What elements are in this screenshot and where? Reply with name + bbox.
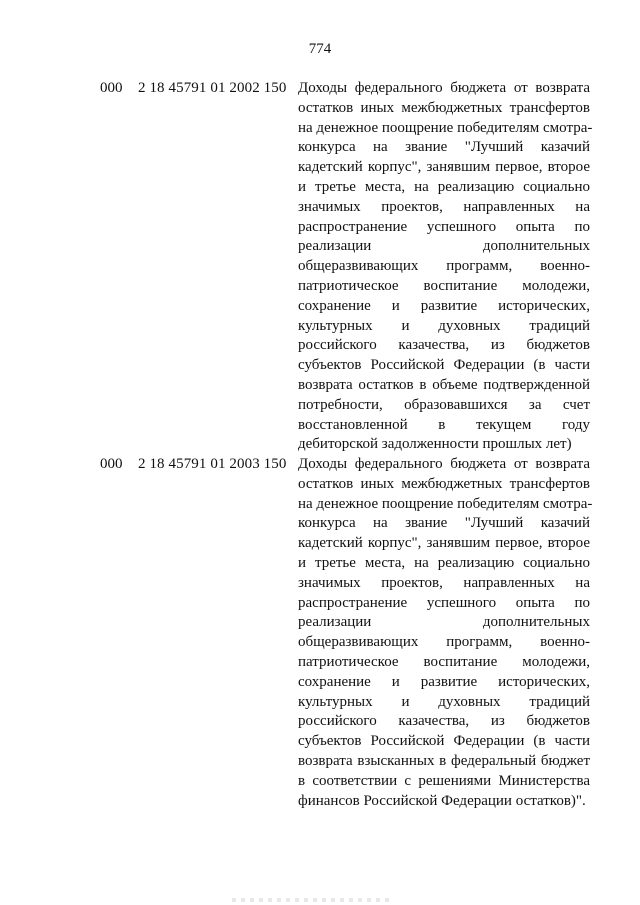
description-line: общеразвивающих программ, военно- [298,258,590,275]
description-line: и третье места, на реализацию социально [298,178,590,195]
description-line: реализации дополнительных [298,238,590,255]
description-line: значимых проектов, направленных на [298,574,590,591]
budget-classification-code: 2 18 45791 01 2002 150 [138,80,287,96]
description-line: на денежное поощрение победителям смотра- [298,495,593,512]
description-line: общеразвивающих программ, военно- [298,634,590,651]
description-line: конкурса на звание "Лучший казачий [298,515,590,532]
description-line: остатков иных межбюджетных трансфертов [298,475,590,492]
administrator-code: 000 [100,456,123,472]
description-line: возврата взысканных в федеральный бюджет [298,752,590,769]
description-line: культурных и духовных традиций [298,317,590,334]
description-line: культурных и духовных традиций [298,693,590,710]
description-line: в соответствии с решениями Министерства [298,772,590,789]
description-line: финансов Российской Федерации остатков)". [298,792,586,809]
description-line: субъектов Российской Федерации (в части [298,733,590,750]
description-line: потребности, образовавшихся за счет [298,396,590,413]
description-line: российского казачества, из бюджетов [298,713,590,730]
administrator-code: 000 [100,80,123,96]
description-line: патриотическое воспитание молодежи, [298,277,590,294]
description-line: реализации дополнительных [298,614,590,631]
description-line: на денежное поощрение победителям смотра- [298,119,593,136]
description-line: распространение успешного опыта по [298,218,590,235]
description-line: патриотическое воспитание молодежи, [298,653,590,670]
description-line: Доходы федерального бюджета от возврата [298,80,590,96]
scan-artifact [232,898,392,902]
description-line: восстановленной в текущем году [298,416,590,433]
description-line: российского казачества, из бюджетов [298,337,590,354]
description-line: сохранение и развитие исторических, [298,297,590,314]
budget-classification-code: 2 18 45791 01 2003 150 [138,456,287,472]
description-line: Доходы федерального бюджета от возврата [298,456,590,472]
description-line: значимых проектов, направленных на [298,198,590,215]
entry-description [298,79,593,455]
description-line: конкурса на звание "Лучший казачий [298,139,590,156]
description-line: сохранение и развитие исторических, [298,673,590,690]
description-line: распространение успешного опыта по [298,594,590,611]
description-line: субъектов Российской Федерации (в части [298,357,590,374]
description-line: дебиторской задолженности прошлых лет) [298,436,572,453]
page-number: 774 [308,41,332,57]
description-line: кадетский корпус", занявшим первое, второе [298,535,590,552]
description-line: и третье места, на реализацию социально [298,554,590,571]
description-line: кадетский корпус", занявшим первое, второе [298,159,590,176]
description-line: остатков иных межбюджетных трансфертов [298,99,590,116]
description-line: возврата остатков в объеме подтвержденной [298,376,590,393]
entry-description [298,455,593,811]
